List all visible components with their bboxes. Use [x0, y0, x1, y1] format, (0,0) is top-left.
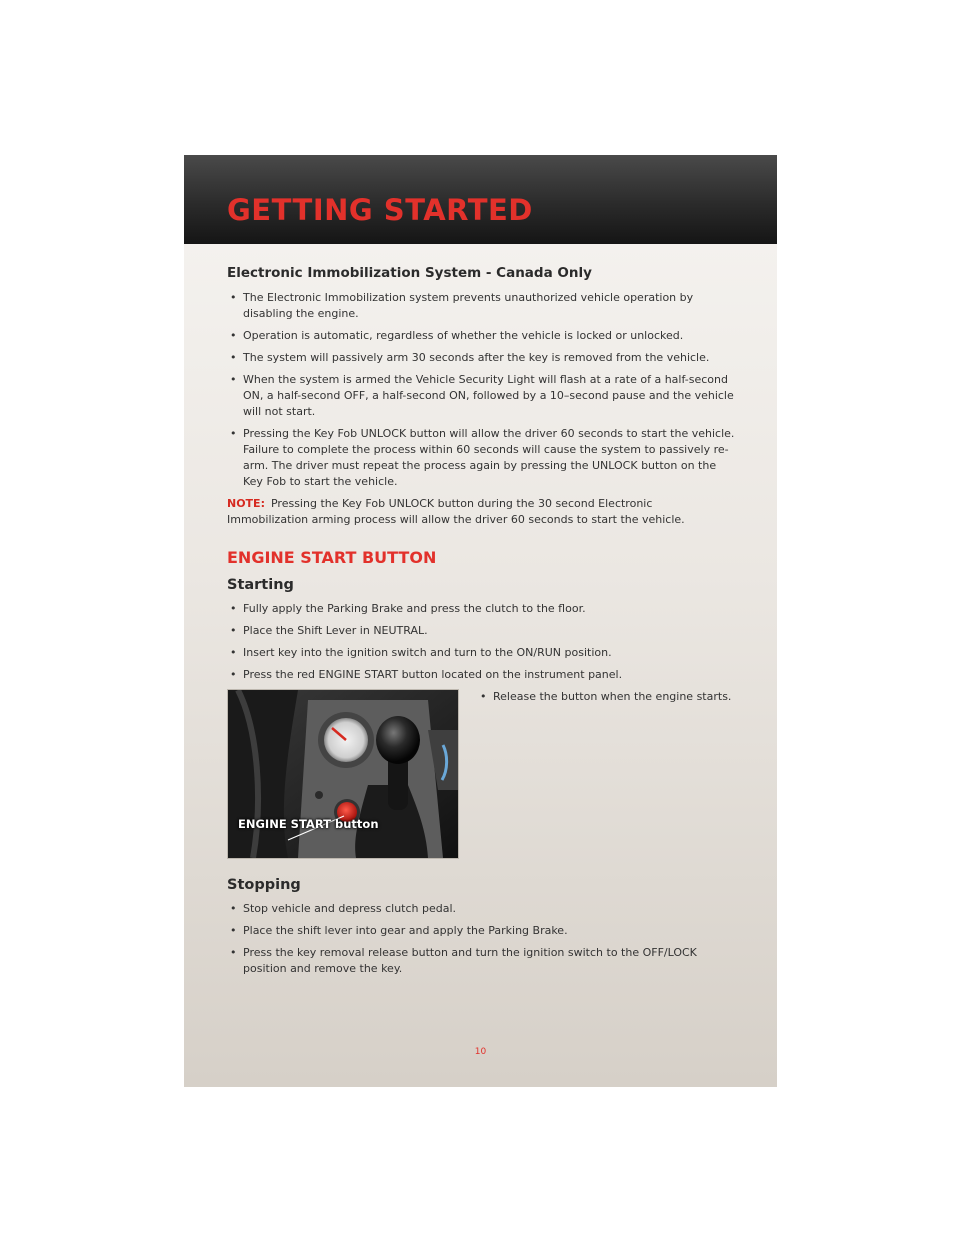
list-item: • The Electronic Immobilization system prevents unauthorized vehicle operation by disabling the engine.	[230, 291, 694, 320]
engine-start-section-title: ENGINE START BUTTON	[227, 548, 437, 567]
shift-knob-icon	[376, 716, 420, 764]
side-bullet-column	[477, 689, 737, 711]
list-item: • Insert key into the ignition switch and turn to the ON/RUN position.	[230, 646, 612, 659]
engine-start-figure-row	[227, 689, 737, 861]
list-item: • When the system is armed the Vehicle Security Light will flash at a rate of a half-second ON, a half-second OFF, a half-second ON, followed by a 10–second pause and the vehicle will not start.	[230, 373, 734, 418]
list-item: • Place the shift lever into gear and apply the Parking Brake.	[230, 924, 568, 937]
page-title: GETTING STARTED	[227, 193, 533, 227]
list-item: • Press the key removal release button and turn the ignition switch to the OFF/LOCK position and remove the key.	[230, 946, 697, 975]
starting-bullet-list	[227, 601, 737, 683]
header-banner	[184, 155, 777, 244]
photo-caption: ENGINE START button	[238, 817, 379, 831]
list-item: • Stop vehicle and depress clutch pedal.	[230, 902, 457, 915]
list-item: • The system will passively arm 30 seconds after the key is removed from the vehicle.	[230, 351, 710, 364]
list-item: • Release the button when the engine starts.	[480, 690, 732, 703]
engine-start-photo	[227, 689, 459, 859]
list-item: • Fully apply the Parking Brake and press the clutch to the floor.	[230, 602, 586, 615]
immobilizer-bullet-list	[227, 290, 737, 490]
note-label: NOTE:	[227, 497, 265, 510]
immobilizer-heading: Electronic Immobilization System - Canada Only	[227, 265, 592, 281]
side-bullet-list	[477, 689, 737, 705]
page-content	[227, 265, 737, 983]
starting-heading: Starting	[227, 577, 294, 593]
list-item: • Press the red ENGINE START button located on the instrument panel.	[230, 668, 623, 681]
list-item: • Pressing the Key Fob UNLOCK button will allow the driver 60 seconds to start the vehicle. Failure to complete the process within 60 seconds will cause the system to passively re-arm. The driver must repeat the process again by pressing the UNLOCK button on the Key Fob to start the vehicle.	[230, 427, 735, 488]
dashboard-illustration	[228, 690, 458, 858]
note-text: Pressing the Key Fob UNLOCK button during the 30 second Electronic Immobilization arming process will allow the driver 60 seconds to start the vehicle.	[227, 497, 685, 526]
list-item: • Place the Shift Lever in NEUTRAL.	[230, 624, 428, 637]
stopping-heading: Stopping	[227, 877, 301, 893]
note-paragraph	[227, 496, 737, 528]
page-number: 10	[474, 1047, 487, 1057]
list-item: • Operation is automatic, regardless of whether the vehicle is locked or unlocked.	[230, 329, 684, 342]
stopping-bullet-list	[227, 901, 737, 977]
manual-page	[184, 155, 777, 1087]
